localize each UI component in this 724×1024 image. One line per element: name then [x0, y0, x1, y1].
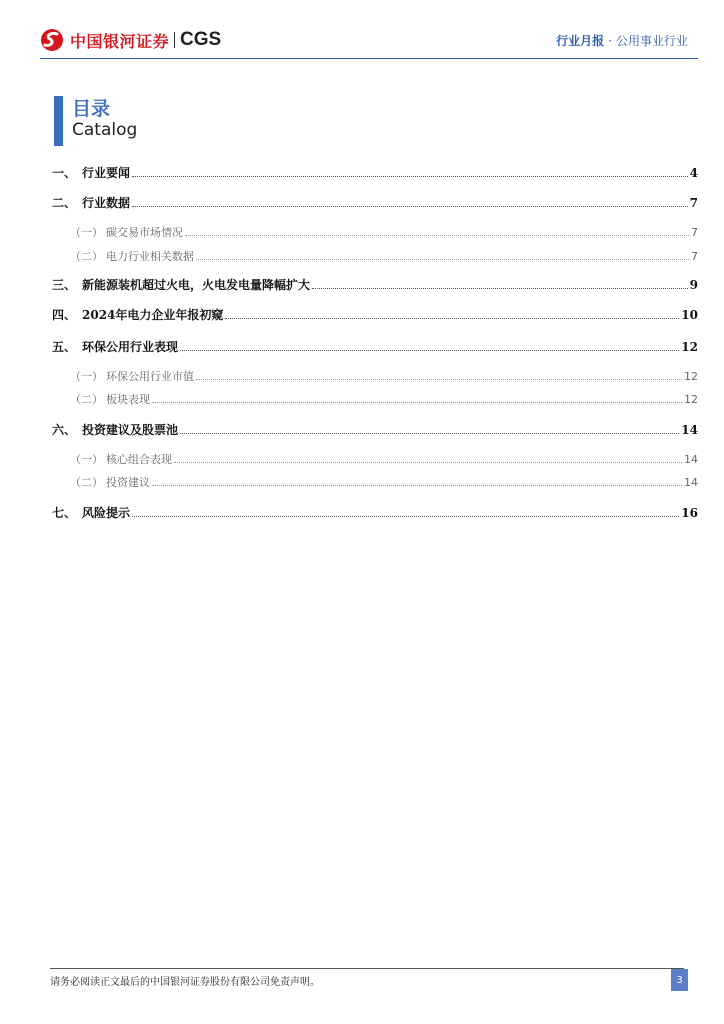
dot-leader [132, 515, 679, 517]
toc-entry[interactable] [52, 194, 698, 211]
toc-entry-number: （一） [70, 453, 103, 466]
dot-leader [196, 258, 689, 260]
toc-entry[interactable] [52, 421, 698, 438]
toc-entry-page: 16 [681, 506, 698, 520]
toc-entry-number: （二） [70, 476, 103, 489]
dot-leader [180, 349, 679, 351]
toc-subtitle: Catalog [72, 120, 138, 140]
toc-subentry[interactable] [52, 391, 698, 407]
toc-entry-page: 10 [681, 308, 698, 322]
toc-entry-title: 环保公用行业表现 [82, 340, 179, 354]
toc-entry-title: 行业数据 [82, 196, 131, 210]
report-category [556, 32, 688, 49]
toc-entry-page: 7 [691, 226, 698, 239]
toc-entry[interactable] [52, 164, 698, 181]
brand-name-en: CGS [180, 29, 222, 50]
footer-disclaimer: 请务必阅读正文最后的中国银河证券股份有限公司免责声明。 [50, 977, 320, 988]
dot-leader [152, 401, 682, 403]
toc-entry-page: 4 [689, 166, 698, 180]
toc-entry-title: 2024年电力企业年报初窥 [82, 308, 224, 322]
toc-subentry[interactable] [52, 224, 698, 240]
dot-leader [174, 461, 682, 463]
toc-entry-number: （一） [70, 226, 103, 239]
toc-title: 目录 [72, 98, 111, 120]
toc-entry-page: 7 [689, 196, 698, 210]
header-divider [40, 58, 698, 59]
dot-leader [132, 175, 688, 177]
toc-entry-title: 板块表现 [106, 393, 150, 406]
page-number-badge: 3 [671, 969, 688, 991]
toc-entry-number: （二） [70, 393, 103, 406]
toc-entry-page: 12 [681, 340, 698, 354]
brand-logo [40, 28, 221, 52]
toc-entry-number: 三、 [52, 278, 77, 292]
toc-entry-title: 核心组合表现 [106, 453, 172, 466]
footer-divider [50, 968, 684, 969]
toc-entry-title: 新能源装机超过火电，火电发电量降幅扩大 [82, 278, 311, 292]
toc-entry-title: 行业要闻 [82, 166, 131, 180]
toc-entry-number: 七、 [52, 506, 77, 520]
toc-entry-page: 14 [684, 453, 698, 466]
dot-leader [196, 378, 682, 380]
dot-leader [312, 287, 688, 289]
dot-leader [180, 432, 679, 434]
toc-entry-number: 五、 [52, 340, 77, 354]
toc-accent-bar [54, 96, 63, 146]
toc-subentry[interactable] [52, 474, 698, 490]
toc-entry-page: 12 [684, 370, 698, 383]
report-sector: 公用事业行业 [615, 34, 688, 48]
toc-entry[interactable] [52, 504, 698, 521]
cgs-logo-icon [40, 28, 64, 52]
toc-entry-page: 12 [684, 393, 698, 406]
toc-entry-title: 投资建议 [106, 476, 150, 489]
toc-entry-title: 环保公用行业市值 [106, 370, 194, 383]
dot-leader [152, 484, 682, 486]
dot-leader [225, 317, 679, 319]
toc-entry[interactable] [52, 276, 698, 293]
toc-subentry[interactable] [52, 248, 698, 264]
report-type: 行业月报 [556, 34, 605, 48]
header-separator: · [608, 34, 612, 48]
toc-entry[interactable] [52, 338, 698, 355]
toc-entry-title: 风险提示 [82, 506, 131, 520]
toc-entry-title: 投资建议及股票池 [82, 423, 179, 437]
toc-entry-page: 14 [684, 476, 698, 489]
toc-entry-page: 9 [689, 278, 698, 292]
toc-entry-number: （二） [70, 250, 103, 263]
toc-subentry[interactable] [52, 451, 698, 467]
brand-name-cn: 中国银河证券 [70, 31, 170, 51]
toc-entry-page: 7 [691, 250, 698, 263]
toc-subentry[interactable] [52, 368, 698, 384]
toc-entry-number: （一） [70, 370, 103, 383]
toc-entry-page: 14 [681, 423, 698, 437]
toc-entry-title: 电力行业相关数据 [106, 250, 194, 263]
toc-entry-number: 六、 [52, 423, 77, 437]
dot-leader [185, 234, 689, 236]
page-header [0, 0, 724, 60]
dot-leader [132, 205, 688, 207]
brand-divider [174, 32, 175, 48]
toc-entry-number: 四、 [52, 308, 77, 322]
toc-entry-number: 一、 [52, 166, 77, 180]
toc-entry[interactable] [52, 306, 698, 323]
toc-entry-title: 碳交易市场情况 [106, 226, 183, 239]
toc-entry-number: 二、 [52, 196, 77, 210]
